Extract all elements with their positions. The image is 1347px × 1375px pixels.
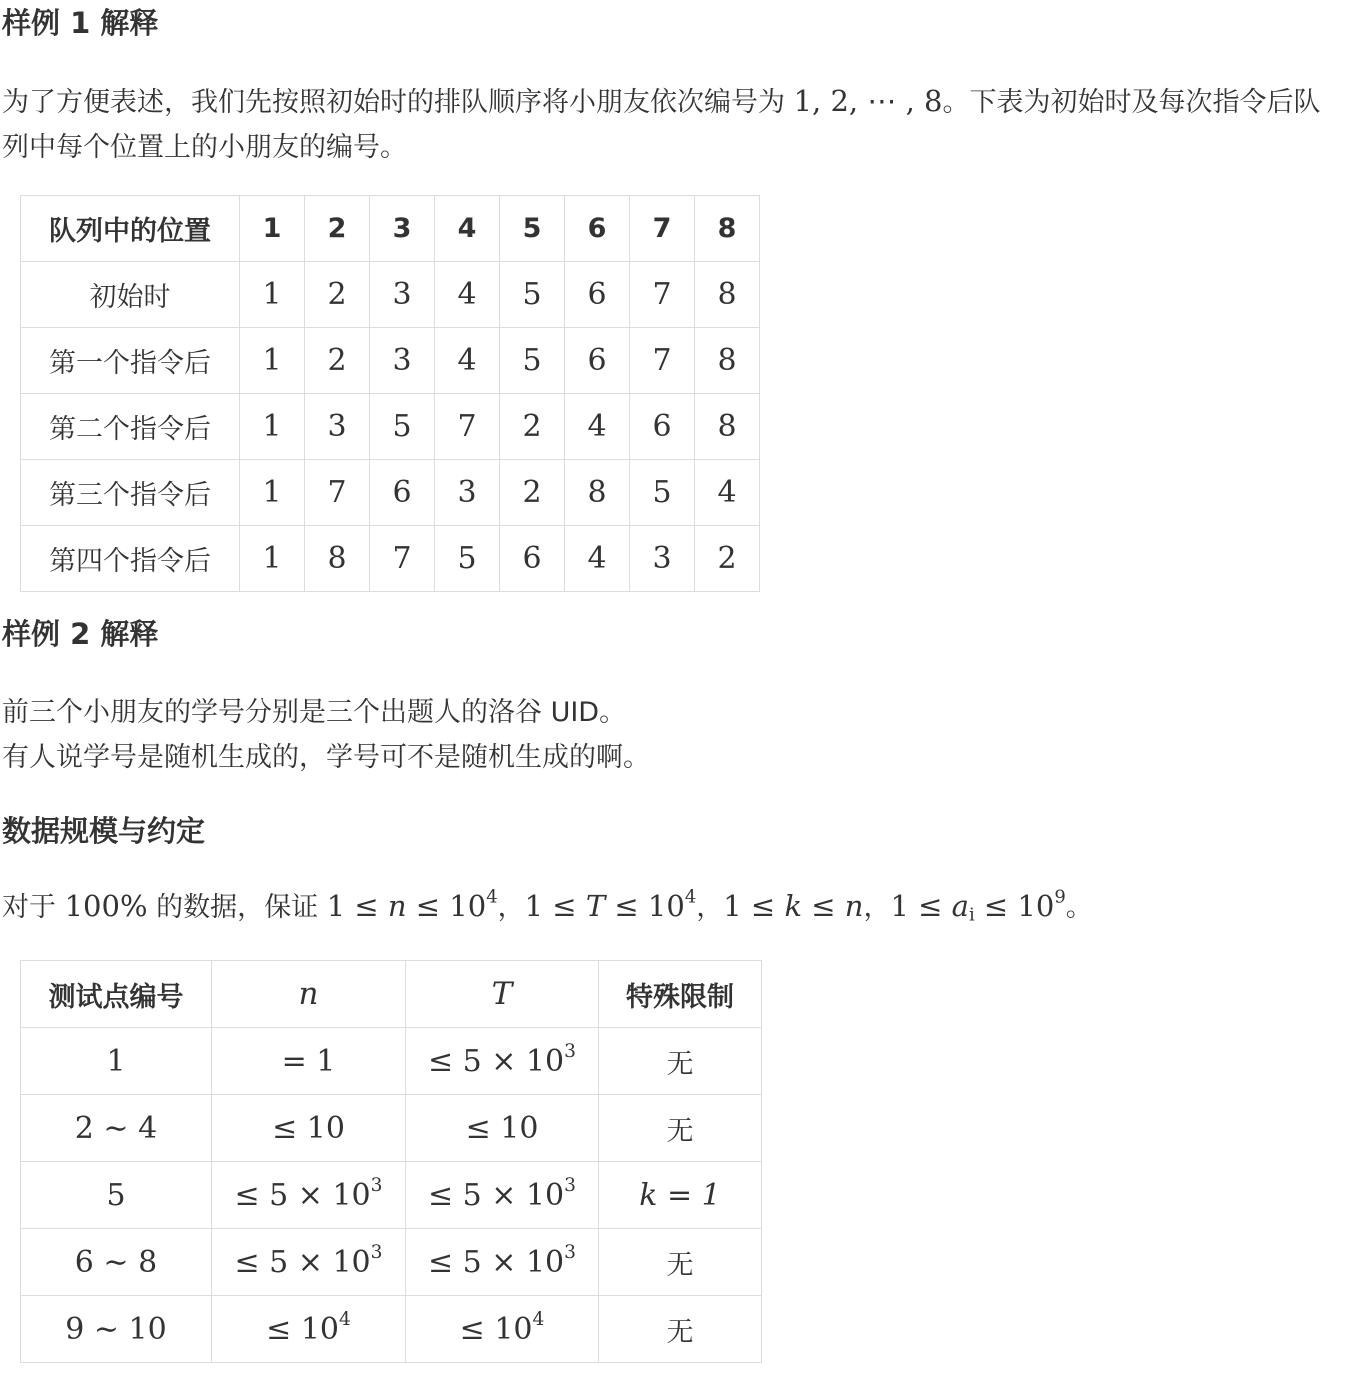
table-header-cell: 测试点编号 (21, 961, 212, 1028)
table-row (21, 1162, 762, 1229)
table-row (21, 1296, 762, 1363)
n-limit-exponent: 3 (370, 1241, 383, 1263)
constraint-n (326, 886, 498, 923)
constraint-n-sup: 4 (486, 886, 498, 908)
n-limit-cell (212, 1229, 406, 1296)
sample1-description (2, 79, 1347, 170)
sample1-heading: 样例 1 解释 (2, 6, 159, 40)
special-limit-cell (599, 1162, 762, 1229)
table-cell: 2 (500, 460, 565, 526)
table-cell: 2 (305, 262, 370, 328)
table-cell: 1 (240, 262, 305, 328)
testcase-id-cell: 1 (21, 1028, 212, 1095)
row-label: 第二个指令后 (21, 394, 240, 460)
constraint-a-pre: 1 ≤ a (890, 889, 969, 923)
table-cell: 4 (695, 460, 760, 526)
table-cell: 3 (435, 460, 500, 526)
table-header-cell: 6 (565, 196, 630, 262)
testcase-id-cell: 2 ∼ 4 (21, 1095, 212, 1162)
row-label: 第一个指令后 (21, 328, 240, 394)
constraint-a (890, 886, 1066, 926)
n-limit-cell (212, 1162, 406, 1229)
table-header-cell: 特殊限制 (599, 961, 762, 1028)
table-cell: 4 (565, 394, 630, 460)
table-header-cell: T (406, 961, 599, 1028)
table-cell: 1 (240, 460, 305, 526)
constraints-text (2, 884, 1093, 930)
table-row (21, 1229, 762, 1296)
constraint-t-sup: 4 (684, 886, 697, 908)
sample1-table-header-row (21, 196, 760, 262)
table-cell: 3 (305, 394, 370, 460)
T-limit-text: ≤ 5 × 10 (428, 1043, 565, 1079)
sample1-text-before: 为了方便表述，我们先按照初始时的排队顺序将小朋友依次编号为 (2, 87, 794, 118)
table-header-cell: 5 (500, 196, 565, 262)
table-cell: 6 (370, 460, 435, 526)
n-limit-cell (212, 1028, 406, 1095)
n-limit-cell (212, 1095, 406, 1162)
constraints-table-header-row (21, 961, 762, 1028)
special-limit-math: k = 1 (639, 1177, 721, 1213)
constraints-end: 。 (1065, 892, 1093, 923)
table-row (21, 460, 760, 526)
table-cell: 2 (695, 526, 760, 592)
table-row (21, 526, 760, 592)
table-cell: 6 (565, 328, 630, 394)
table-cell: 1 (240, 526, 305, 592)
T-limit-exponent: 3 (564, 1040, 576, 1062)
table-cell: 8 (695, 328, 760, 394)
table-cell: 3 (630, 526, 695, 592)
table-row (21, 1095, 762, 1162)
sample1-text-after: 。下表为初始时及每次指令后队列中每个位置上的小朋友的编号。 (2, 87, 1321, 163)
table-cell: 1 (240, 394, 305, 460)
table-cell: 1 (240, 328, 305, 394)
constraint-k: 1 ≤ k ≤ n (723, 889, 864, 923)
constraints-percent: 100% (64, 889, 148, 923)
special-limit-cell: 无 (599, 1296, 762, 1363)
testcase-id-cell: 9 ∼ 10 (21, 1296, 212, 1363)
sample2-line1: 前三个小朋友的学号分别是三个出题人的洛谷 UID。 (2, 697, 627, 728)
T-limit-exponent: 3 (564, 1174, 576, 1196)
table-header-cell: 2 (305, 196, 370, 262)
table-cell: 6 (630, 394, 695, 460)
table-cell: 5 (500, 328, 565, 394)
T-limit-exponent: 3 (564, 1241, 576, 1263)
constraints-mid: 的数据，保证 (147, 892, 327, 923)
table-cell: 2 (305, 328, 370, 394)
table-header-cell: 1 (240, 196, 305, 262)
constraints-table (20, 960, 762, 1363)
constraint-a-sup: 9 (1054, 886, 1066, 908)
table-header-cell: 7 (630, 196, 695, 262)
T-limit-cell (406, 1229, 599, 1296)
constraint-a-sub: i (968, 904, 975, 926)
table-cell: 6 (565, 262, 630, 328)
constraints-prefix: 对于 (2, 892, 65, 923)
n-limit-exponent: 3 (370, 1174, 383, 1196)
table-cell: 8 (565, 460, 630, 526)
sample1-math-seq: 1, 2, ⋯ , 8 (793, 84, 943, 118)
table-row (21, 394, 760, 460)
T-limit-cell (406, 1296, 599, 1363)
n-limit-cell (212, 1296, 406, 1363)
table-header-cell: 8 (695, 196, 760, 262)
table-row (21, 328, 760, 394)
table-cell: 8 (695, 394, 760, 460)
table-header-cell: 4 (435, 196, 500, 262)
table-cell: 7 (435, 394, 500, 460)
table-cell: 5 (500, 262, 565, 328)
constraints-sep1: ， (497, 892, 525, 923)
table-cell: 6 (500, 526, 565, 592)
T-limit-exponent: 4 (532, 1308, 545, 1330)
special-limit-cell: 无 (599, 1095, 762, 1162)
table-header-cell: 队列中的位置 (21, 196, 240, 262)
constraint-a-post: ≤ 10 (974, 889, 1055, 923)
table-row (21, 262, 760, 328)
constraint-n-text: 1 ≤ n ≤ 10 (326, 889, 487, 923)
table-cell: 4 (565, 526, 630, 592)
special-limit-cell: 无 (599, 1229, 762, 1296)
table-cell: 2 (500, 394, 565, 460)
n-limit-text: ≤ 10 (266, 1311, 339, 1347)
table-cell: 7 (370, 526, 435, 592)
table-cell: 7 (630, 328, 695, 394)
row-label: 初始时 (21, 262, 240, 328)
n-limit-text: ≤ 5 × 10 (234, 1244, 371, 1280)
constraints-heading: 数据规模与约定 (2, 814, 206, 848)
constraints-sep3: ， (863, 892, 891, 923)
row-label: 第三个指令后 (21, 460, 240, 526)
special-limit-cell: 无 (599, 1028, 762, 1095)
table-cell: 8 (695, 262, 760, 328)
row-label: 第四个指令后 (21, 526, 240, 592)
T-limit-text: ≤ 5 × 10 (428, 1177, 565, 1213)
table-cell: 4 (435, 262, 500, 328)
table-cell: 4 (435, 328, 500, 394)
T-limit-cell (406, 1028, 599, 1095)
T-limit-text: ≤ 5 × 10 (428, 1244, 565, 1280)
sample1-table (20, 195, 760, 592)
table-cell: 5 (435, 526, 500, 592)
n-limit-text: ≤ 5 × 10 (234, 1177, 371, 1213)
table-cell: 5 (630, 460, 695, 526)
sample2-line2: 有人说学号是随机生成的，学号可不是随机生成的啊。 (2, 742, 650, 773)
n-limit-exponent: 4 (339, 1308, 351, 1330)
sample2-heading: 样例 2 解释 (2, 617, 159, 651)
T-limit-cell (406, 1162, 599, 1229)
table-cell: 8 (305, 526, 370, 592)
testcase-id-cell: 6 ∼ 8 (21, 1229, 212, 1296)
table-cell: 3 (370, 328, 435, 394)
constraint-t-text: 1 ≤ T ≤ 10 (524, 889, 685, 923)
table-row (21, 1028, 762, 1095)
table-cell: 7 (630, 262, 695, 328)
n-limit-text: = 1 (281, 1043, 336, 1079)
n-limit-text: ≤ 10 (272, 1110, 345, 1146)
constraints-sep2: ， (696, 892, 724, 923)
table-cell: 7 (305, 460, 370, 526)
testcase-id-cell: 5 (21, 1162, 212, 1229)
T-limit-cell (406, 1095, 599, 1162)
constraint-t (524, 886, 697, 923)
T-limit-text: ≤ 10 (465, 1110, 539, 1146)
T-limit-text: ≤ 10 (459, 1311, 533, 1347)
table-header-cell: 3 (370, 196, 435, 262)
table-header-cell: n (212, 961, 406, 1028)
table-cell: 3 (370, 262, 435, 328)
table-cell: 5 (370, 394, 435, 460)
